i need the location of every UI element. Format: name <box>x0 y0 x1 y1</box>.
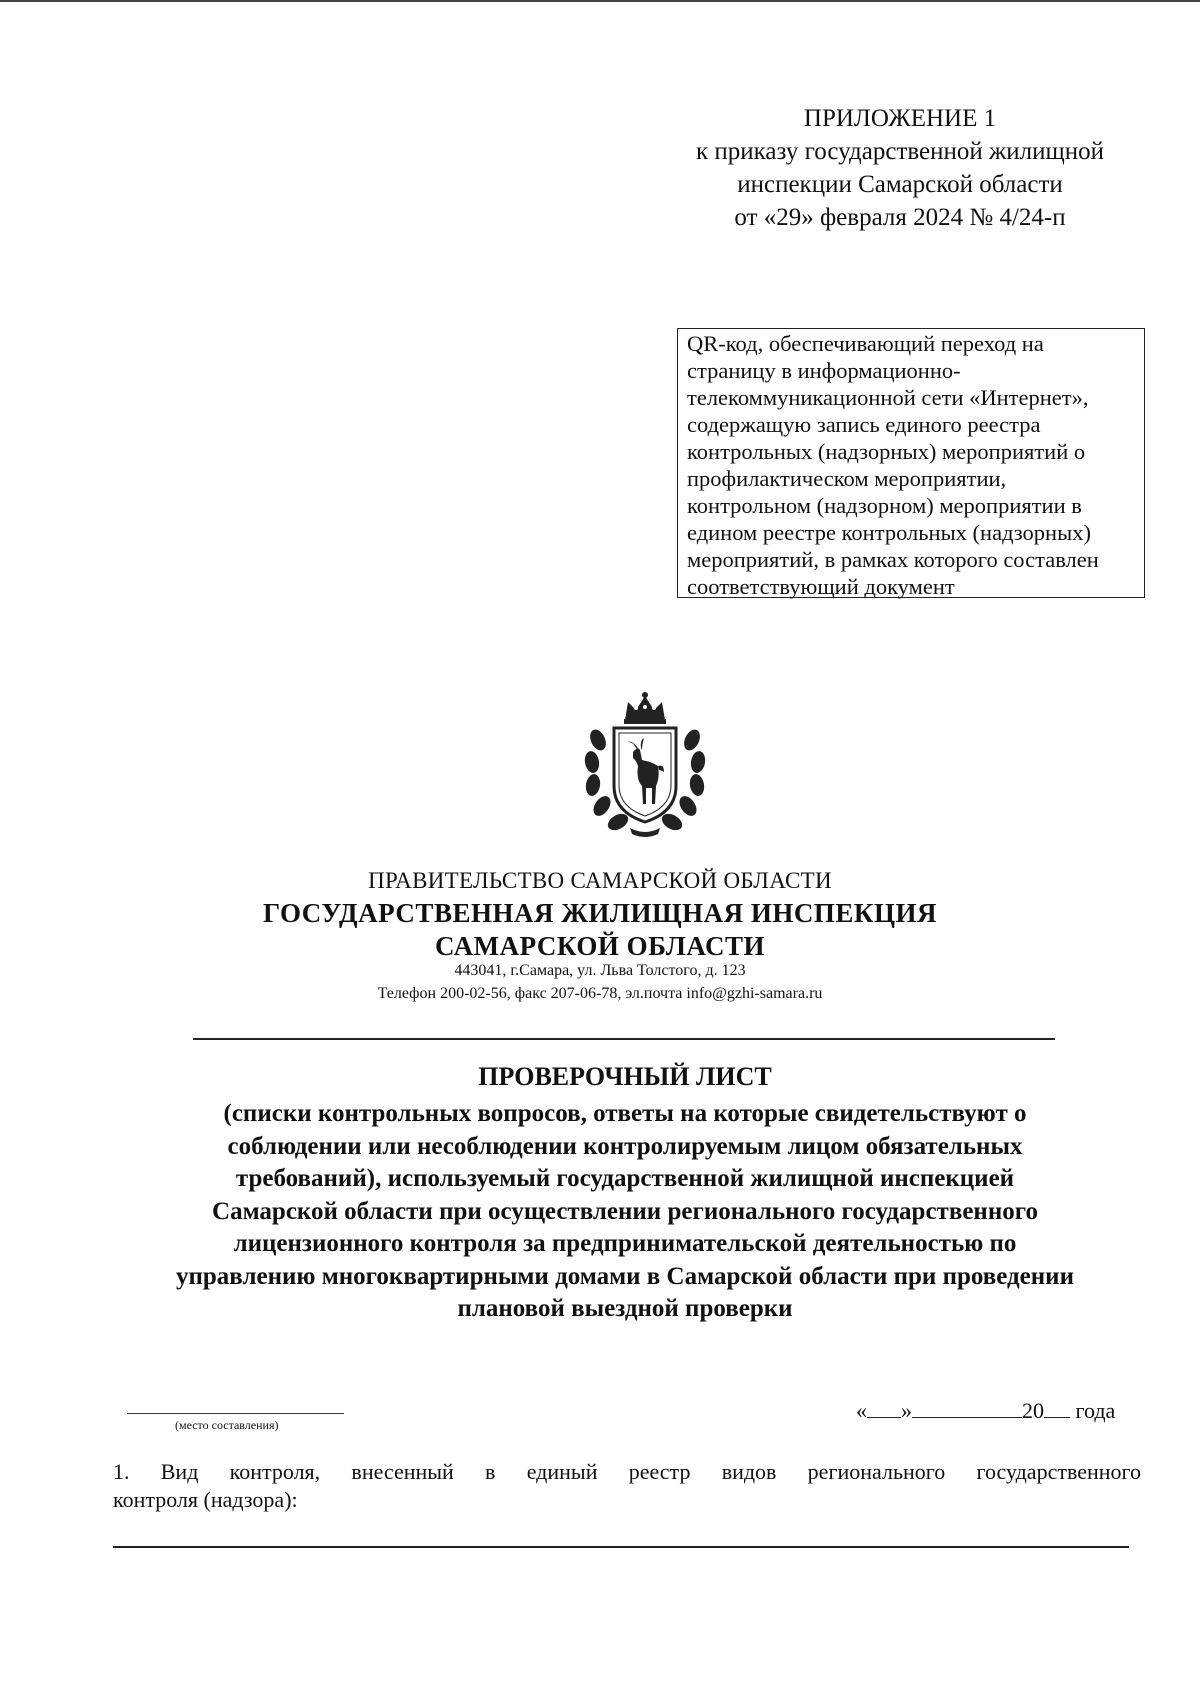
government-name: ПРАВИТЕЛЬСТВО САМАРСКОЙ ОБЛАСТИ <box>368 868 832 893</box>
appendix-order-date: от «29» февраля 2024 № 4/24-п <box>734 204 1066 231</box>
date-century: 20 <box>1022 1398 1044 1423</box>
item1-text: 1. Вид контроля, внесенный в единый реестр видов регионального государственного <box>113 1459 1141 1484</box>
qr-box-line: соответствующий документ <box>687 574 955 599</box>
document-title: ПРОВЕРОЧНЫЙ ЛИСТ <box>478 1062 772 1091</box>
subtitle-line: соблюдении или несоблюдении контролируемым лицом обязательных <box>227 1132 1023 1160</box>
qr-box-line: едином реестре контрольных (надзорных) <box>687 520 1091 545</box>
month-blank <box>912 1399 1022 1418</box>
qr-box-line: QR-код, обеспечивающий переход на <box>687 331 1044 356</box>
organization-address: 443041, г.Самара, ул. Льва Толстого, д. 123 <box>454 962 746 979</box>
subtitle-line: управлению многоквартирными домами в Самарской области при проведении <box>175 1262 1074 1290</box>
place-caption: (место составления) <box>175 1418 279 1432</box>
subtitle-line: Самарской области при осуществлении регионального государственного <box>212 1197 1038 1225</box>
item1-text-continued: контроля (надзора): <box>113 1487 298 1512</box>
appendix-header <box>600 102 1200 234</box>
qr-box-line: страницу в информационно- <box>687 358 961 383</box>
organization-name-line1: ГОСУДАРСТВЕННАЯ ЖИЛИЩНАЯ ИНСПЕКЦИЯ <box>262 898 938 928</box>
qr-box-line: телекоммуникационной сети «Интернет», <box>687 385 1089 410</box>
date-open-quote: « <box>856 1398 867 1423</box>
subtitle-line: (списки контрольных вопросов, ответы на которые свидетельствуют о <box>223 1100 1027 1127</box>
appendix-authority: инспекции Самарской области <box>737 171 1063 198</box>
qr-box-line: профилактическом мероприятии, <box>687 466 1007 491</box>
header-divider <box>193 1038 1055 1040</box>
date-close-quote: » <box>901 1398 912 1423</box>
document-subtitle <box>80 1098 1170 1326</box>
qr-code-box <box>677 328 1145 598</box>
date-suffix: года <box>1075 1398 1116 1423</box>
qr-box-line: контрольном (надзорном) мероприятии в <box>687 493 1082 518</box>
page-top-edge <box>0 0 1200 2</box>
day-blank <box>867 1399 901 1418</box>
item1-fill-line <box>113 1546 1129 1548</box>
organization-contacts: Телефон 200-02-56, факс 207-06-78, эл.почта info@gzhi-samara.ru <box>377 985 823 1002</box>
subtitle-line: плановой выездной проверки <box>457 1295 793 1322</box>
organization-name-line2: САМАРСКОЙ ОБЛАСТИ <box>434 931 766 961</box>
qr-box-line: содержащую запись единого реестра <box>687 412 1041 437</box>
subtitle-line: лицензионного контроля за предпринимательской деятельностью по <box>233 1230 1017 1257</box>
date-field <box>856 1398 1115 1424</box>
crown-icon <box>624 692 666 724</box>
subtitle-line: требований), используемый государственной жилищной инспекцией <box>235 1165 1015 1192</box>
qr-box-line: контрольных (надзорных) мероприятий о <box>687 439 1086 464</box>
year-blank <box>1044 1399 1070 1418</box>
qr-box-line: мероприятий, в рамках которого составлен <box>687 547 1099 572</box>
appendix-order-ref: к приказу государственной жилищной <box>695 138 1105 165</box>
place-blank-line <box>127 1413 344 1414</box>
appendix-title: ПРИЛОЖЕНИЕ 1 <box>803 105 997 132</box>
samara-coat-of-arms-icon <box>580 690 710 838</box>
